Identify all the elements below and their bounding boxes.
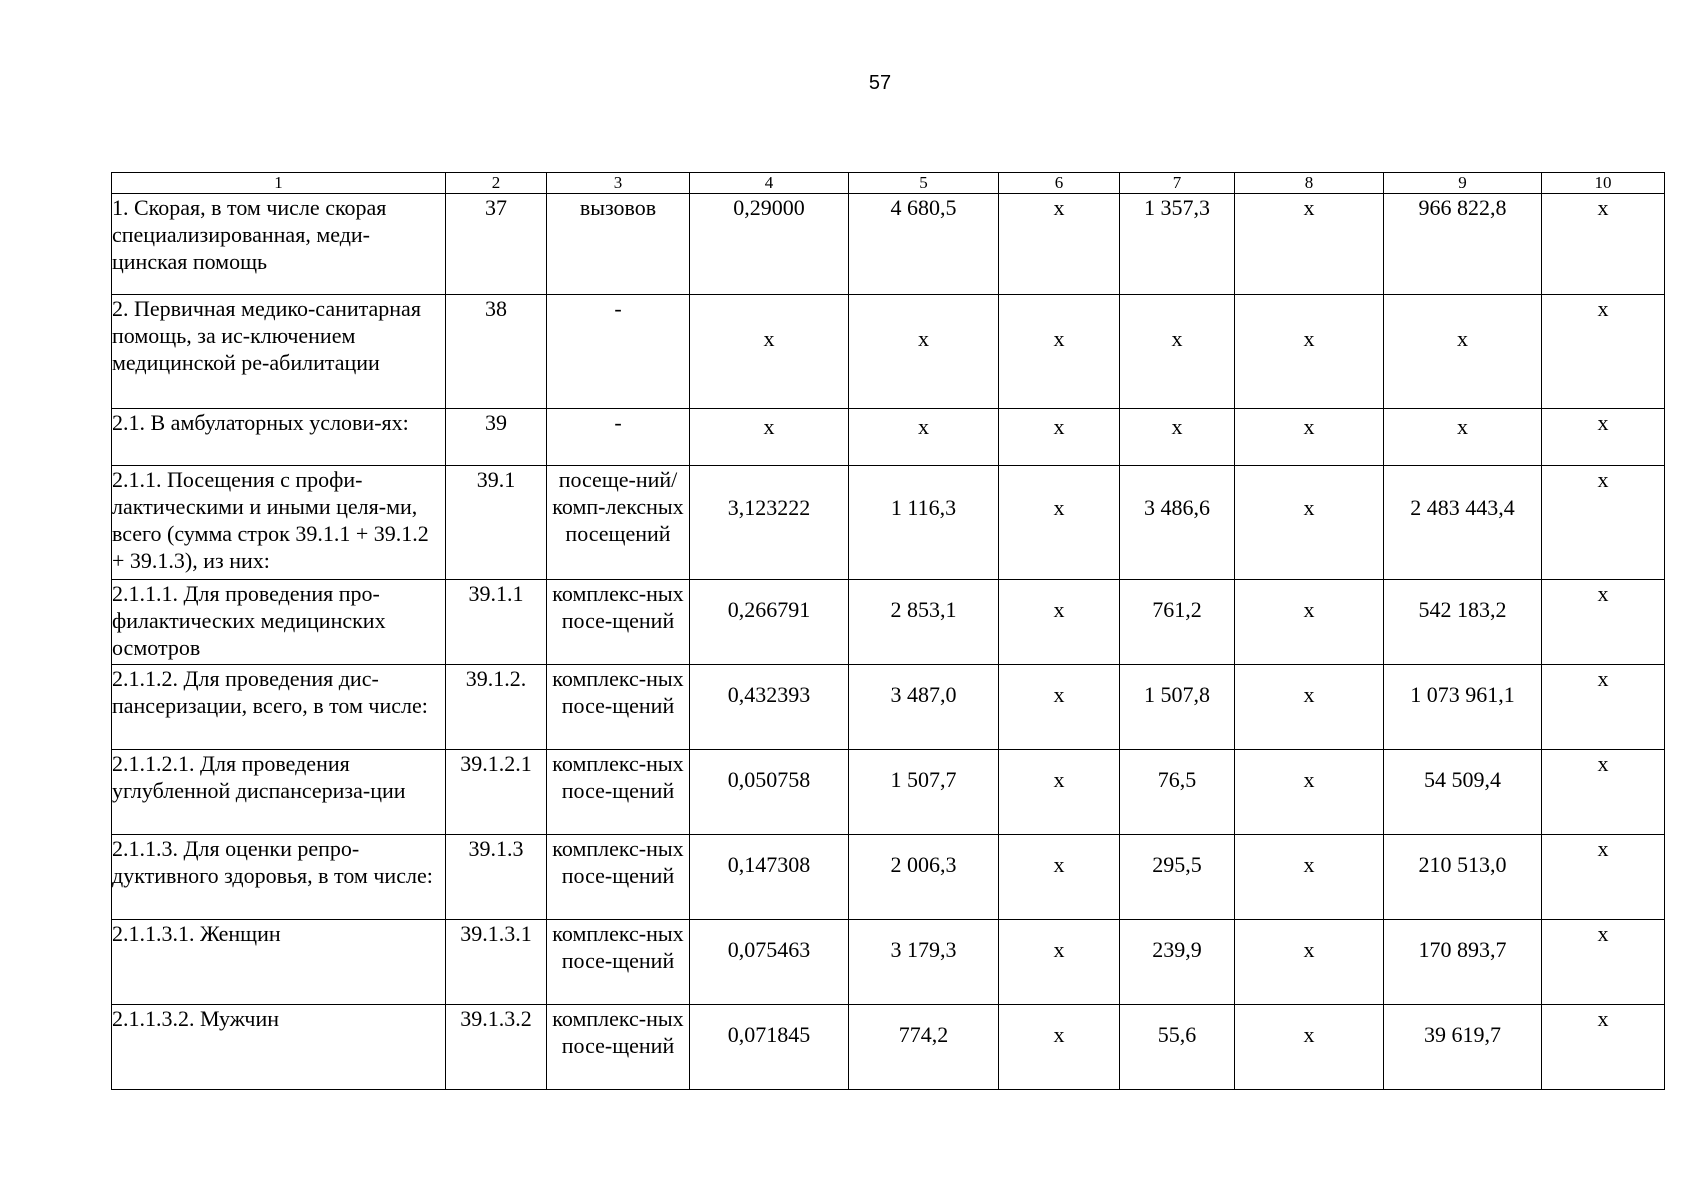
row-unit: комплекс-ных посе-щений [547, 665, 690, 750]
cell-col10: х [1542, 580, 1665, 665]
cell-col7: х [1120, 295, 1235, 409]
cell-col6: х [999, 580, 1120, 665]
cell-col6: х [999, 835, 1120, 920]
row-line-number: 37 [446, 194, 547, 295]
cell-col6: х [999, 194, 1120, 295]
cell-col9: х [1384, 409, 1542, 466]
cell-col6: х [999, 750, 1120, 835]
cell-col7: 295,5 [1120, 835, 1235, 920]
table-row [112, 409, 1665, 466]
cell-col5: 2 853,1 [849, 580, 999, 665]
row-unit: - [547, 295, 690, 409]
row-line-number: 39 [446, 409, 547, 466]
cell-col10: х [1542, 194, 1665, 295]
row-name: 2.1.1.1. Для проведения про-филактических медицинских осмотров [112, 580, 446, 665]
cell-col4: 0,432393 [690, 665, 849, 750]
column-header: 2 [446, 173, 547, 194]
cell-col9: 170 893,7 [1384, 920, 1542, 1005]
cell-col9: х [1384, 295, 1542, 409]
cell-col9: 542 183,2 [1384, 580, 1542, 665]
cell-col4: 0,075463 [690, 920, 849, 1005]
column-header: 7 [1120, 173, 1235, 194]
cell-col6: х [999, 466, 1120, 580]
row-unit: комплекс-ных посе-щений [547, 835, 690, 920]
cell-col7: 55,6 [1120, 1005, 1235, 1090]
cell-col4: 0,071845 [690, 1005, 849, 1090]
column-header: 6 [999, 173, 1120, 194]
cell-col10: х [1542, 750, 1665, 835]
table-row [112, 466, 1665, 580]
cell-col9: 2 483 443,4 [1384, 466, 1542, 580]
cell-col4: х [690, 295, 849, 409]
column-header: 1 [112, 173, 446, 194]
cell-col7: 761,2 [1120, 580, 1235, 665]
cell-col4: х [690, 409, 849, 466]
cell-col7: 1 507,8 [1120, 665, 1235, 750]
row-unit: комплекс-ных посе-щений [547, 1005, 690, 1090]
cell-col6: х [999, 295, 1120, 409]
cell-col7: 239,9 [1120, 920, 1235, 1005]
table-row [112, 665, 1665, 750]
cell-col9: 54 509,4 [1384, 750, 1542, 835]
cell-col5: 3 179,3 [849, 920, 999, 1005]
page-number: 57 [868, 72, 892, 94]
row-name: 2.1.1.3. Для оценки репро-дуктивного здоровья, в том числе: [112, 835, 446, 920]
cell-col6: х [999, 1005, 1120, 1090]
row-unit: комплекс-ных посе-щений [547, 750, 690, 835]
cell-col4: 0,266791 [690, 580, 849, 665]
row-line-number: 39.1.3 [446, 835, 547, 920]
cell-col5: 774,2 [849, 1005, 999, 1090]
row-name: 2.1.1.3.2. Мужчин [112, 1005, 446, 1090]
row-unit: комплекс-ных посе-щений [547, 920, 690, 1005]
cell-col10: х [1542, 295, 1665, 409]
row-line-number: 39.1 [446, 466, 547, 580]
cell-col6: х [999, 920, 1120, 1005]
cell-col9: 39 619,7 [1384, 1005, 1542, 1090]
row-line-number: 39.1.2.1 [446, 750, 547, 835]
column-header-row [112, 173, 1665, 194]
cell-col8: х [1235, 1005, 1384, 1090]
row-name: 2. Первичная медико-санитарная помощь, за ис-ключением медицинской ре-абилитации [112, 295, 446, 409]
cell-col8: х [1235, 194, 1384, 295]
cell-col5: 3 487,0 [849, 665, 999, 750]
table-row [112, 1005, 1665, 1090]
cell-col8: х [1235, 295, 1384, 409]
cell-col4: 0,050758 [690, 750, 849, 835]
cell-col6: х [999, 409, 1120, 466]
cell-col4: 0,29000 [690, 194, 849, 295]
cell-col9: 966 822,8 [1384, 194, 1542, 295]
cell-col5: х [849, 409, 999, 466]
column-header: 8 [1235, 173, 1384, 194]
cell-col5: х [849, 295, 999, 409]
table-row [112, 194, 1665, 295]
cell-col5: 4 680,5 [849, 194, 999, 295]
cell-col8: х [1235, 750, 1384, 835]
cell-col7: 76,5 [1120, 750, 1235, 835]
cell-col10: х [1542, 835, 1665, 920]
row-line-number: 39.1.1 [446, 580, 547, 665]
cell-col8: х [1235, 835, 1384, 920]
row-name: 2.1. В амбулаторных услови-ях: [112, 409, 446, 466]
table-row [112, 835, 1665, 920]
cell-col10: х [1542, 409, 1665, 466]
cell-col7: 3 486,6 [1120, 466, 1235, 580]
table-row [112, 920, 1665, 1005]
row-line-number: 39.1.3.1 [446, 920, 547, 1005]
cell-col10: х [1542, 1005, 1665, 1090]
cell-col10: х [1542, 665, 1665, 750]
row-unit: - [547, 409, 690, 466]
row-line-number: 39.1.3.2 [446, 1005, 547, 1090]
cell-col7: 1 357,3 [1120, 194, 1235, 295]
cell-col10: х [1542, 466, 1665, 580]
row-unit: вызовов [547, 194, 690, 295]
cell-col5: 2 006,3 [849, 835, 999, 920]
cell-col9: 210 513,0 [1384, 835, 1542, 920]
row-name: 2.1.1.3.1. Женщин [112, 920, 446, 1005]
row-line-number: 39.1.2. [446, 665, 547, 750]
cell-col8: х [1235, 466, 1384, 580]
cell-col6: х [999, 665, 1120, 750]
table-row [112, 295, 1665, 409]
row-unit: комплекс-ных посе-щений [547, 580, 690, 665]
row-name: 2.1.1.2.1. Для проведения углубленной диспансериза-ции [112, 750, 446, 835]
column-header: 4 [690, 173, 849, 194]
column-header: 3 [547, 173, 690, 194]
data-table [111, 172, 1665, 1090]
cell-col4: 0,147308 [690, 835, 849, 920]
column-header: 5 [849, 173, 999, 194]
row-unit: посеще-ний/комп-лексных посещений [547, 466, 690, 580]
cell-col7: х [1120, 409, 1235, 466]
row-name: 2.1.1. Посещения с профи-лактическими и иными целя-ми, всего (сумма строк 39.1.1 + 39.1.2 + 39.1.3), из них: [112, 466, 446, 580]
column-header: 10 [1542, 173, 1665, 194]
row-line-number: 38 [446, 295, 547, 409]
row-name: 2.1.1.2. Для проведения дис-пансеризации, всего, в том числе: [112, 665, 446, 750]
cell-col8: х [1235, 580, 1384, 665]
cell-col5: 1 507,7 [849, 750, 999, 835]
cell-col8: х [1235, 665, 1384, 750]
row-name: 1. Скорая, в том числе скорая специализированная, меди-цинская помощь [112, 194, 446, 295]
table-row [112, 750, 1665, 835]
cell-col8: х [1235, 920, 1384, 1005]
cell-col4: 3,123222 [690, 466, 849, 580]
column-header: 9 [1384, 173, 1542, 194]
cell-col5: 1 116,3 [849, 466, 999, 580]
cell-col9: 1 073 961,1 [1384, 665, 1542, 750]
cell-col10: х [1542, 920, 1665, 1005]
cell-col8: х [1235, 409, 1384, 466]
table-row [112, 580, 1665, 665]
